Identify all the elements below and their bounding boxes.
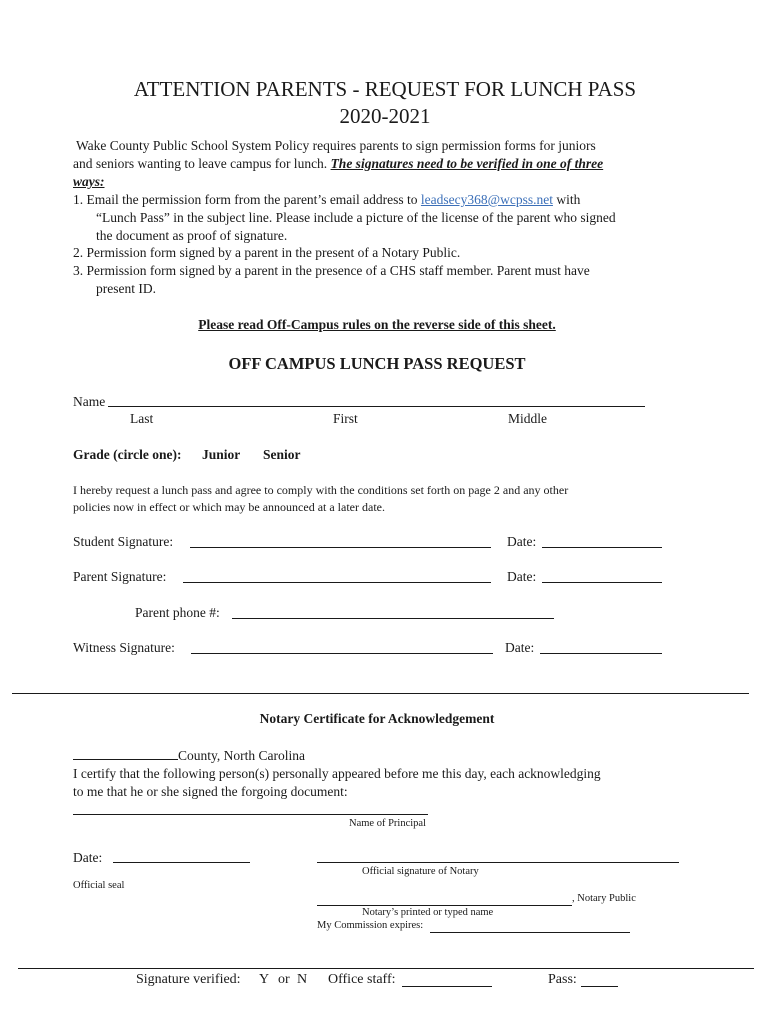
parent-signature-field[interactable]: [183, 582, 491, 583]
method-1-suffix: with: [552, 192, 581, 207]
first-name-label: First: [333, 411, 358, 426]
office-staff-label: Office staff:: [328, 972, 396, 987]
commission-label: My Commission expires:: [317, 920, 424, 931]
parent-phone-label: Parent phone #:: [135, 605, 220, 620]
policy-text: Wake County Public School System Policy requires parents to sign permission forms for juniors: [76, 138, 596, 153]
notary-signature-label: Official signature of Notary: [362, 866, 479, 877]
pass-label: Pass:: [548, 972, 577, 987]
pass-field[interactable]: [581, 986, 618, 987]
method-1-text: 1. Email the permission form from the parent’s email address to: [73, 192, 421, 207]
policy-text-line2: [73, 155, 603, 173]
verification-emphasis: The signatures need to be verified in one of three: [330, 156, 604, 171]
method-2: 2. Permission form signed by a parent in the present of a Notary Public.: [73, 245, 461, 260]
parent-date-label: Date:: [507, 569, 537, 584]
verification-emphasis-end: ways:: [73, 174, 105, 189]
county-label: County, North Carolina: [178, 748, 305, 763]
signature-verified-label: Signature verified:: [136, 972, 241, 987]
office-staff-field[interactable]: [402, 986, 492, 987]
certify-text-line2: to me that he or she signed the forgoing document:: [73, 784, 348, 799]
method-3: 3. Permission form signed by a parent in the presence of a CHS staff member. Parent must have: [73, 263, 590, 278]
agreement-text-line2: policies now in effect or which may be announced at a later date.: [73, 500, 385, 514]
section-divider: [12, 693, 749, 694]
method-1-line3: the document as proof of signature.: [96, 228, 288, 243]
grade-junior[interactable]: Junior: [202, 447, 241, 462]
parent-signature-label: Parent Signature:: [73, 569, 167, 584]
student-date-field[interactable]: [542, 547, 662, 548]
reverse-side-notice: Please read Off-Campus rules on the reverse side of this sheet.: [198, 317, 556, 332]
witness-date-label: Date:: [505, 640, 535, 655]
notary-public-label: , Notary Public: [572, 893, 636, 904]
last-name-label: Last: [130, 411, 154, 426]
principal-name-field[interactable]: [73, 814, 428, 815]
grade-label: Grade (circle one):: [73, 447, 182, 462]
witness-signature-label: Witness Signature:: [73, 640, 175, 655]
agreement-text: I hereby request a lunch pass and agree to comply with the conditions set forth on page 2 and any other: [73, 483, 569, 497]
parent-date-field[interactable]: [542, 582, 662, 583]
method-1: [73, 191, 580, 209]
method-1-line2: “Lunch Pass” in the subject line. Please include a picture of the license of the parent who signed: [96, 210, 616, 225]
student-signature-field[interactable]: [190, 547, 491, 548]
county-field[interactable]: [73, 759, 178, 760]
verified-yes[interactable]: Y: [259, 972, 270, 987]
notary-printed-name-field[interactable]: [317, 905, 572, 906]
commission-field[interactable]: [430, 932, 630, 933]
school-year: 2020-2021: [339, 104, 431, 128]
verified-no[interactable]: N: [297, 972, 308, 987]
student-date-label: Date:: [507, 534, 537, 549]
principal-name-label: Name of Principal: [349, 818, 426, 829]
name-label: Name: [73, 394, 106, 409]
witness-date-field[interactable]: [540, 653, 662, 654]
student-signature-label: Student Signature:: [73, 534, 174, 549]
witness-signature-field[interactable]: [191, 653, 493, 654]
notary-date-label: Date:: [73, 850, 103, 865]
notary-date-field[interactable]: [113, 862, 250, 863]
verified-or: or: [278, 972, 290, 987]
email-link[interactable]: leadsecy368@wcpss.net: [420, 192, 553, 207]
form-title: OFF CAMPUS LUNCH PASS REQUEST: [228, 354, 526, 373]
method-3-line2: present ID.: [96, 281, 156, 296]
parent-phone-field[interactable]: [232, 618, 554, 619]
notary-printed-name-label: Notary’s printed or typed name: [362, 907, 494, 918]
page-title: ATTENTION PARENTS - REQUEST FOR LUNCH PASS: [133, 77, 637, 101]
name-field[interactable]: [108, 406, 645, 407]
footer-divider: [18, 968, 754, 969]
notary-title: Notary Certificate for Acknowledgement: [259, 711, 495, 726]
grade-senior[interactable]: Senior: [263, 447, 301, 462]
middle-name-label: Middle: [508, 411, 547, 426]
official-seal-label: Official seal: [73, 880, 125, 891]
notary-signature-field[interactable]: [317, 862, 679, 863]
policy-text-plain: and seniors wanting to leave campus for lunch.: [73, 156, 331, 171]
certify-text: I certify that the following person(s) personally appeared before me this day, each acknowledging: [73, 766, 601, 781]
